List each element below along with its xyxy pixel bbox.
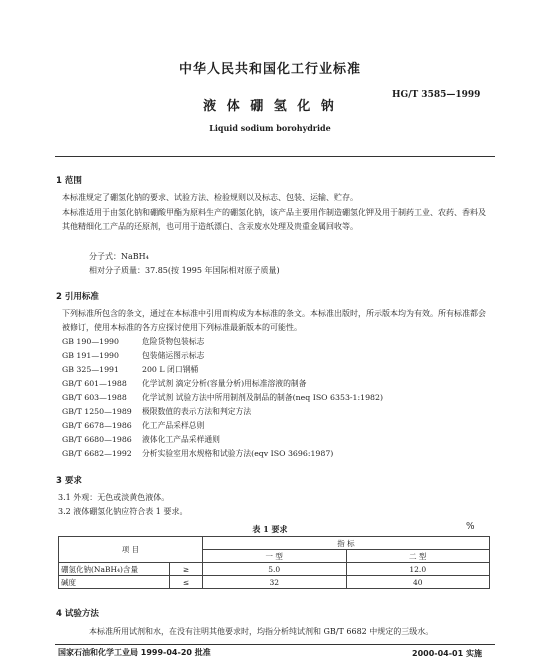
requirements-table: [58, 536, 490, 589]
table-row: [59, 563, 490, 576]
header-index: 指 标: [203, 537, 490, 550]
table-header-row: [59, 537, 490, 550]
row-symbol: ≥: [170, 563, 203, 576]
table-caption: 表 1 要求: [252, 524, 288, 534]
section-4-paragraph-1: 本标准所用试剂和水，在没有注明其他要求时，均指分析纯试剂和 GB/T 6682 中规定的三级水。: [89, 627, 434, 636]
row-value-type-1: 5.0: [203, 563, 347, 576]
row-name: 硼氢化钠(NaBH₄)含量: [59, 563, 170, 576]
section-3-heading: 3 要求: [56, 476, 82, 486]
standard-code: HG/T 3585—1999: [392, 90, 481, 100]
molecular-formula: 分子式：NaBH₄: [89, 252, 149, 261]
row-value-type-2: 40: [346, 576, 490, 589]
section-1-paragraph-1: 本标准规定了硼氢化钠的要求、试验方法、检验规则以及标志、包装、运输、贮存。: [62, 193, 358, 202]
table-row: [59, 576, 490, 589]
row-name: 碱度: [59, 576, 170, 589]
document-title: 液 体 硼 氢 化 钠: [203, 99, 337, 114]
section-4-heading: 4 试验方法: [56, 609, 99, 619]
header-type-1: 一 型: [203, 550, 347, 563]
reference-item: GB/T 603—1988 化学试剂 试验方法中所用制剂及制品的制备(neq ISO 6353-1:1982): [62, 393, 384, 402]
requirement-3-1: 3.1 外观：无色或淡黄色液体。: [58, 493, 170, 502]
reference-item: GB 191—1990 包装储运图示标志: [62, 351, 205, 360]
implementation-date: 2000-04-01 实施: [412, 649, 482, 658]
reference-item: GB/T 6678—1986 化工产品采样总则: [62, 421, 205, 430]
molecular-mass: 相对分子质量：37.85(按 1995 年国际相对原子质量): [89, 266, 280, 275]
header-item: 项 目: [59, 537, 203, 563]
section-2-heading: 2 引用标准: [56, 292, 99, 302]
footer-divider: [55, 644, 495, 645]
table-unit: %: [466, 522, 475, 532]
row-value-type-1: 32: [203, 576, 347, 589]
section-1-paragraph-2: 本标准适用于由氢化钠和硼酸甲酯为原料生产的硼氢化钠，该产品主要用作制造硼氢化钾及用于制药工业、农药、香料及其他精细化工产品的还原剂，也可用于造纸漂白、含汞废水处理及贵重金属回收等。: [62, 208, 486, 231]
row-symbol: ≤: [170, 576, 203, 589]
reference-item: GB/T 1250—1989 极限数值的表示方法和判定方法: [62, 407, 252, 416]
reference-item: GB/T 601—1988 化学试剂 滴定分析(容量分析)用标准溶液的制备: [62, 379, 307, 388]
reference-item: GB 190—1990 危险货物包装标志: [62, 337, 205, 346]
section-1-heading: 1 范围: [56, 176, 82, 186]
requirement-3-2: 3.2 液体硼氢化钠应符合表 1 要求。: [58, 507, 188, 516]
standard-title: 中华人民共和国化工行业标准: [178, 62, 361, 77]
row-value-type-2: 12.0: [346, 563, 490, 576]
reference-item: GB 325—1991 200 L 闭口钢桶: [62, 365, 199, 374]
approval-info: 国家石油和化学工业局 1999-04-20 批准: [58, 648, 211, 657]
reference-item: GB/T 6680—1986 液体化工产品采样通则: [62, 435, 220, 444]
header-divider: [55, 156, 495, 157]
header-type-2: 二 型: [346, 550, 490, 563]
section-2-intro: 下列标准所包含的条文，通过在本标准中引用而构成为本标准的条文。本标准出版时，所示版本均为有效。所有标准都会被修订，使用本标准的各方应探讨使用下列标准最新版本的可能性。: [62, 309, 486, 332]
document-subtitle: Liquid sodium borohydride: [209, 123, 331, 133]
reference-item: GB/T 6682—1992 分析实验室用水规格和试验方法(eqv ISO 3696:1987): [62, 449, 334, 458]
